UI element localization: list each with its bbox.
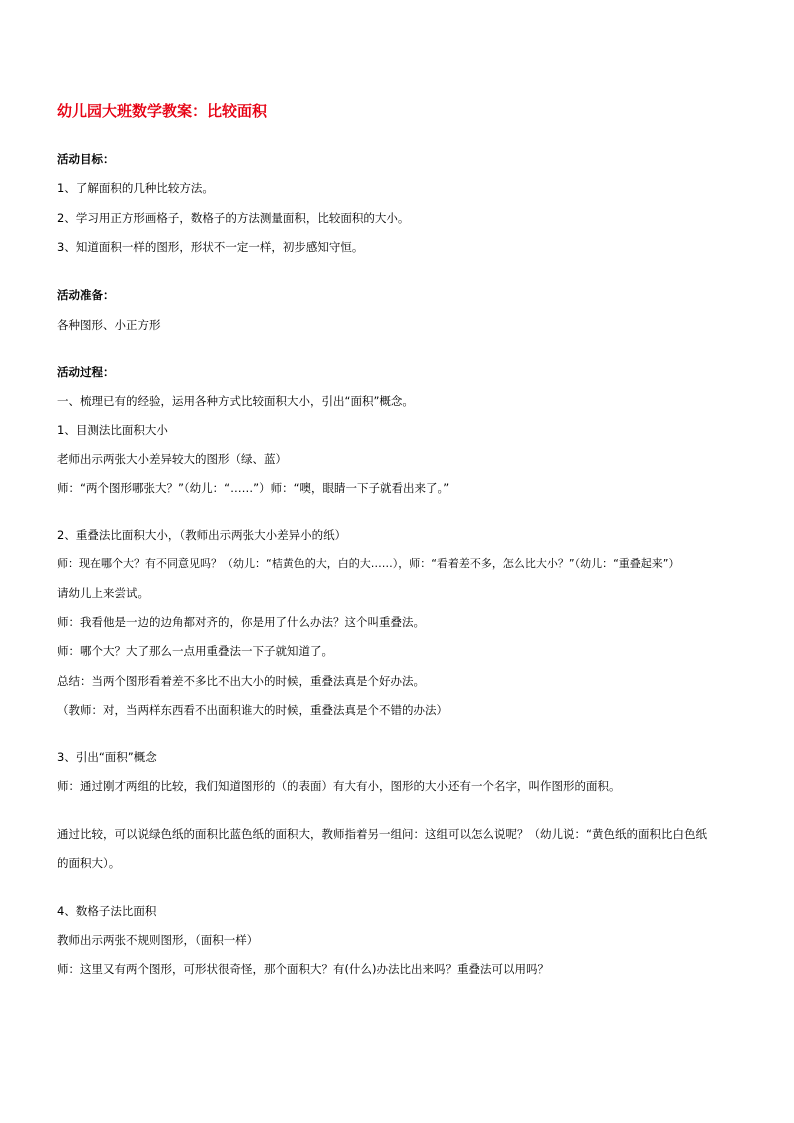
preparation-text: 各种图形、小正方形 bbox=[57, 318, 161, 332]
process-line: 通过比较，可以说绿色纸的面积比蓝色纸的面积大，教师指着另一组问：这组可以怎么说呢？（幼儿说：“黄色纸的面积比白色纸 bbox=[57, 827, 707, 841]
goals-heading: 活动目标： bbox=[57, 152, 115, 166]
process-line: 师：通过刚才两组的比较，我们知道图形的（的表面）有大有小，图形的大小还有一个名字，叫作图形的面积。 bbox=[57, 779, 621, 793]
process-line: 总结：当两个图形看着差不多比不出大小的时候，重叠法真是个好办法。 bbox=[57, 674, 425, 688]
process-line: 师：我看他是一边的边角都对齐的，你是用了什么办法？这个叫重叠法。 bbox=[57, 615, 425, 629]
process-line: 2、重叠法比面积大小，（教师出示两张大小差异小的纸） bbox=[57, 528, 347, 542]
process-line: 师：“两个图形哪张大？”（幼儿：“……”）师：“噢，眼睛一下子就看出来了。” bbox=[57, 481, 450, 495]
process-line: 的面积大）。 bbox=[57, 856, 121, 870]
process-line: 4、数格子法比面积 bbox=[57, 904, 157, 918]
goals-item-1: 1、了解面积的几种比较方法。 bbox=[57, 181, 214, 195]
process-line: 师：现在哪个大？有不同意见吗？（幼儿：“桔黄色的大，白的大……），师：“看着差不多，怎么比大小？”（幼儿：“重叠起来”） bbox=[57, 557, 680, 570]
document-title: 幼儿园大班数学教案：比较面积 bbox=[57, 102, 268, 120]
process-line: 请幼儿上来尝试。 bbox=[57, 586, 149, 600]
process-line: 3、引出“面积”概念 bbox=[57, 750, 157, 764]
process-line: 教师出示两张不规则图形，（面积一样） bbox=[57, 933, 259, 947]
process-line: 师：这里又有两个图形，可形状很奇怪，那个面积大？有(什么)办法比出来吗？重叠法可以用吗？ bbox=[57, 962, 549, 976]
preparation-heading: 活动准备： bbox=[57, 288, 115, 302]
goals-item-3: 3、知道面积一样的图形，形状不一定一样，初步感知守恒。 bbox=[57, 240, 364, 254]
process-line: （教师：对，当两样东西看不出面积谁大的时候，重叠法真是个不错的办法） bbox=[57, 703, 448, 717]
goals-item-2: 2、学习用正方形画格子，数格子的方法测量面积，比较面积的大小。 bbox=[57, 211, 410, 225]
process-line: 师：哪个大？大了那么一点用重叠法一下子就知道了。 bbox=[57, 644, 333, 658]
process-line: 1、目测法比面积大小 bbox=[57, 423, 168, 437]
process-line: 一、梳理已有的经验，运用各种方式比较面积大小，引出“面积”概念。 bbox=[57, 394, 414, 408]
process-heading: 活动过程： bbox=[57, 365, 115, 379]
process-line: 老师出示两张大小差异较大的图形（绿、蓝） bbox=[57, 452, 287, 466]
